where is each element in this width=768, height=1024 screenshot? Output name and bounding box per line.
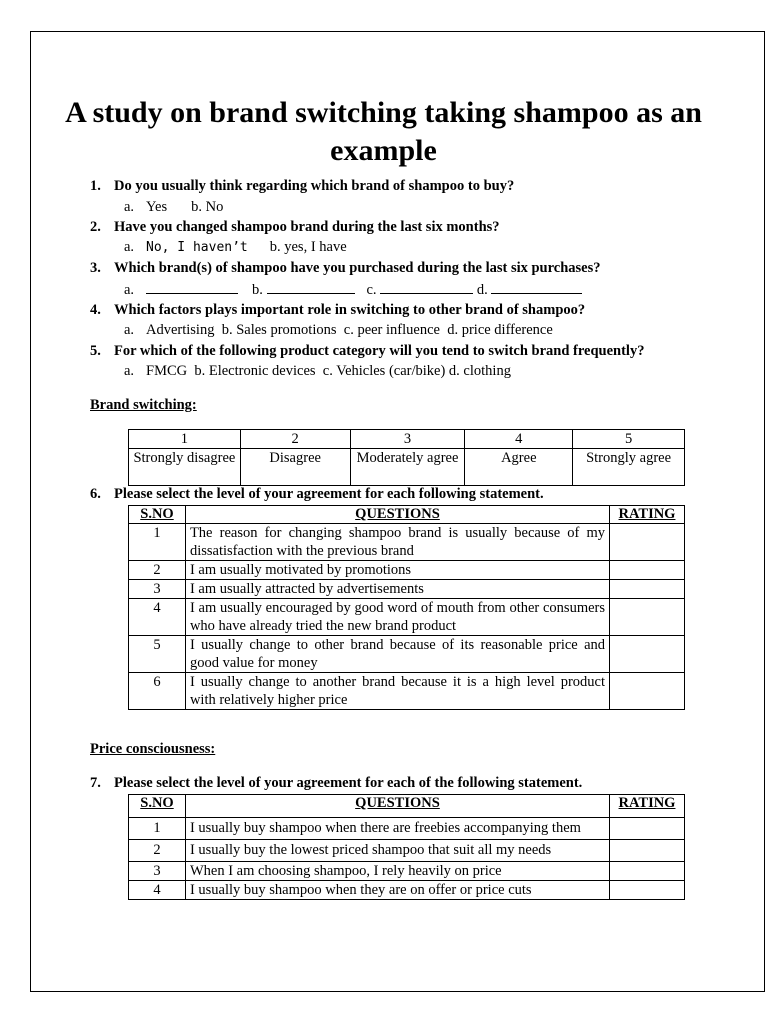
- table-row: [129, 818, 685, 840]
- table-row: [129, 599, 685, 636]
- options-text[interactable]: FMCG b. Electronic devices c. Vehicles (car/bike) d. clothing: [146, 363, 511, 379]
- question-1: [90, 178, 514, 195]
- rating-cell[interactable]: [610, 840, 685, 862]
- row-question: I usually change to other brand because of its reasonable price and good value for money: [185, 636, 609, 673]
- row-question: I usually buy shampoo when they are on offer or price cuts: [185, 881, 609, 900]
- table-header-row: [129, 506, 685, 524]
- question-number: 2.: [90, 219, 101, 235]
- statement-table-6: [128, 505, 685, 710]
- answer-options-3: [124, 281, 582, 299]
- rating-cell[interactable]: [610, 818, 685, 840]
- rating-cell[interactable]: [610, 524, 685, 561]
- table-row: [129, 561, 685, 580]
- question-text: For which of the following product category will you tend to switch brand frequently?: [114, 343, 645, 359]
- table-row: [129, 524, 685, 561]
- rating-cell[interactable]: [610, 673, 685, 710]
- question-6: [90, 486, 544, 503]
- answer-options-5: [124, 363, 511, 380]
- question-number: 7.: [90, 775, 101, 791]
- question-3: [90, 260, 601, 277]
- question-number: 6.: [90, 486, 101, 502]
- section-heading-price-consciousness: Price consciousness:: [90, 741, 216, 757]
- question-text: Have you changed shampoo brand during the last six months?: [114, 219, 500, 235]
- option-label: a.: [124, 322, 135, 338]
- row-question: I am usually motivated by promotions: [185, 561, 609, 580]
- scale-number: 4: [465, 430, 573, 449]
- option-label: a.: [124, 239, 135, 255]
- scale-label: Strongly disagree: [129, 449, 241, 486]
- row-question: I am usually encouraged by good word of mouth from other consumers who have already tried the new brand product: [185, 599, 609, 636]
- header-sno: S.NO: [129, 506, 186, 524]
- scale-labels-row: [129, 449, 685, 486]
- table-row: [129, 580, 685, 599]
- table-header-row: [129, 795, 685, 818]
- scale-number: 1: [129, 430, 241, 449]
- table-row: [129, 862, 685, 881]
- table-row: [129, 673, 685, 710]
- header-questions: QUESTIONS: [185, 506, 609, 524]
- option-label: b.: [252, 282, 263, 298]
- rating-cell[interactable]: [610, 636, 685, 673]
- statement-table-7: [128, 794, 685, 900]
- row-question: The reason for changing shampoo brand is usually because of my dissatisfaction with the previous brand: [185, 524, 609, 561]
- scale-numbers-row: [129, 430, 685, 449]
- option-a-text[interactable]: No, I haven’t: [146, 240, 248, 255]
- question-text: Please select the level of your agreement for each following statement.: [114, 486, 544, 502]
- row-sno: 4: [129, 881, 186, 900]
- scale-label: Strongly agree: [573, 449, 685, 486]
- question-2: [90, 219, 500, 236]
- scale-number: 2: [240, 430, 350, 449]
- question-text: Which brand(s) of shampoo have you purchased during the last six purchases?: [114, 260, 601, 276]
- table-row: [129, 840, 685, 862]
- scale-number: 5: [573, 430, 685, 449]
- row-sno: 3: [129, 580, 186, 599]
- rating-cell[interactable]: [610, 580, 685, 599]
- header-sno: S.NO: [129, 795, 186, 818]
- question-number: 4.: [90, 302, 101, 318]
- blank-b[interactable]: [267, 281, 355, 294]
- header-rating: RATING: [610, 795, 685, 818]
- rating-cell[interactable]: [610, 862, 685, 881]
- row-sno: 2: [129, 840, 186, 862]
- header-rating: RATING: [610, 506, 685, 524]
- row-sno: 3: [129, 862, 186, 881]
- row-sno: 1: [129, 524, 186, 561]
- blank-d[interactable]: [491, 281, 582, 294]
- rating-cell[interactable]: [610, 561, 685, 580]
- row-question: I usually change to another brand because it is a high level product with relatively higher price: [185, 673, 609, 710]
- header-questions: QUESTIONS: [185, 795, 609, 818]
- row-question: When I am choosing shampoo, I rely heavily on price: [185, 862, 609, 881]
- option-label: a.: [124, 199, 135, 215]
- scale-number: 3: [350, 430, 465, 449]
- answer-options-1: [124, 199, 223, 216]
- answer-options-2: [124, 239, 347, 256]
- scale-label: Agree: [465, 449, 573, 486]
- question-number: 3.: [90, 260, 101, 276]
- option-a-text[interactable]: Yes: [146, 199, 168, 215]
- option-label: a.: [124, 282, 135, 298]
- option-b-text[interactable]: b. yes, I have: [269, 239, 347, 255]
- row-sno: 2: [129, 561, 186, 580]
- question-7: [90, 775, 582, 792]
- row-question: I usually buy the lowest priced shampoo that suit all my needs: [185, 840, 609, 862]
- page-title: A study on brand switching taking shampoo as an example: [65, 96, 702, 167]
- rating-cell[interactable]: [610, 599, 685, 636]
- options-text[interactable]: Advertising b. Sales promotions c. peer influence d. price difference: [146, 322, 553, 338]
- row-sno: 1: [129, 818, 186, 840]
- rating-cell[interactable]: [610, 881, 685, 900]
- question-text: Do you usually think regarding which brand of shampoo to buy?: [114, 178, 515, 194]
- row-sno: 6: [129, 673, 186, 710]
- blank-c[interactable]: [380, 281, 473, 294]
- row-question: I am usually attracted by advertisements: [185, 580, 609, 599]
- option-b-text[interactable]: b. No: [191, 199, 224, 215]
- rating-scale-table: [128, 429, 685, 486]
- blank-a[interactable]: [146, 281, 238, 294]
- section-heading-brand-switching: Brand switching:: [90, 397, 197, 413]
- option-label: a.: [124, 363, 135, 379]
- row-sno: 5: [129, 636, 186, 673]
- table-row: [129, 636, 685, 673]
- answer-options-4: [124, 322, 553, 339]
- table-row: [129, 881, 685, 900]
- question-4: [90, 302, 585, 319]
- row-question: I usually buy shampoo when there are freebies accompanying them: [185, 818, 609, 840]
- question-number: 1.: [90, 178, 101, 194]
- question-text: Which factors plays important role in switching to other brand of shampoo?: [114, 302, 586, 318]
- option-label: d.: [476, 282, 488, 298]
- question-text: Please select the level of your agreement for each of the following statement.: [114, 775, 583, 791]
- scale-label: Moderately agree: [350, 449, 465, 486]
- scale-label: Disagree: [240, 449, 350, 486]
- row-sno: 4: [129, 599, 186, 636]
- question-number: 5.: [90, 343, 101, 359]
- option-label: c.: [366, 282, 377, 298]
- question-5: [90, 343, 644, 360]
